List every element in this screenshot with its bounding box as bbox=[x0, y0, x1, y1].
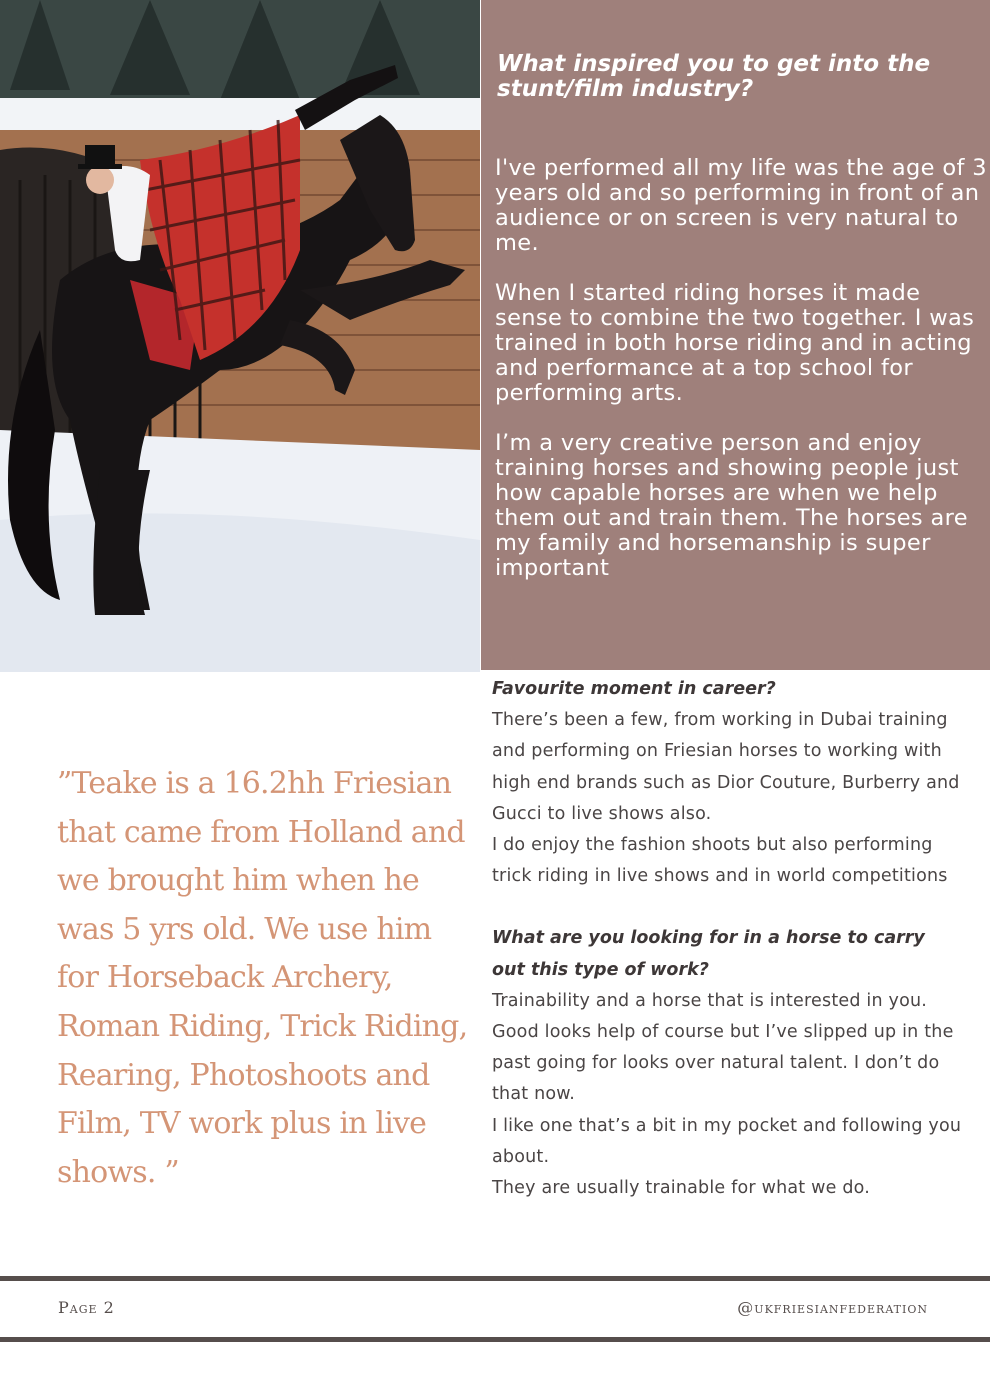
horse-answer: Trainability and a horse that is interested in you. Good looks help of course but I’ve slipped up in the past going for looks over natural talent. I don’t do that now. bbox=[492, 990, 954, 1105]
answer-paragraph: I’m a very creative person and enjoy training horses and showing people just how capable horses are when we help them out and train them. The horses are my family and horsemanship is super important bbox=[495, 430, 968, 581]
horse-question: What are you looking for in a horse to carry out this type of work? bbox=[492, 928, 925, 980]
horse-answer: They are usually trainable for what we do. bbox=[492, 1178, 871, 1199]
footer-divider-bottom bbox=[0, 1337, 990, 1342]
spacer bbox=[492, 892, 962, 923]
rider-horse-photo bbox=[0, 0, 480, 672]
favourite-question: Favourite moment in career? bbox=[492, 679, 776, 699]
inspiration-panel bbox=[481, 0, 990, 670]
pull-quote: ”Teake is a 16.2hh Friesian that came from Holland and we brought him when he was 5 yrs old. We use him for Horseback Archery, Roman Riding, Trick Riding, Rearing, Photoshoots and Film, TV work plus in live shows. ” bbox=[57, 766, 468, 1190]
favourite-answer: There’s been a few, from working in Dubai training and performing on Friesian horses to working with high end brands such as Dior Couture, Burberry and Gucci to live shows also. bbox=[492, 710, 960, 824]
career-qa bbox=[492, 674, 962, 1204]
favourite-answer: I do enjoy the fashion shoots but also performing trick riding in live shows and in world competitions bbox=[492, 835, 948, 887]
horse-answer: I like one that’s a bit in my pocket and following you about. bbox=[492, 1115, 962, 1167]
answer-paragraph: When I started riding horses it made sense to combine the two together. I was trained in both horse riding and in acting and performance at a top school for performing arts. bbox=[495, 280, 975, 406]
social-handle: @ukfriesianfederation bbox=[737, 1298, 928, 1317]
answer-paragraph: I've performed all my life was the age of 3 years old and so performing in front of an audience or on screen is very natural to me. bbox=[495, 155, 987, 256]
inspiration-answer bbox=[495, 156, 989, 606]
inspiration-question: What inspired you to get into the stunt/film industry? bbox=[497, 51, 931, 102]
footer-divider-top bbox=[0, 1276, 990, 1281]
page-number: Page 2 bbox=[58, 1298, 115, 1317]
